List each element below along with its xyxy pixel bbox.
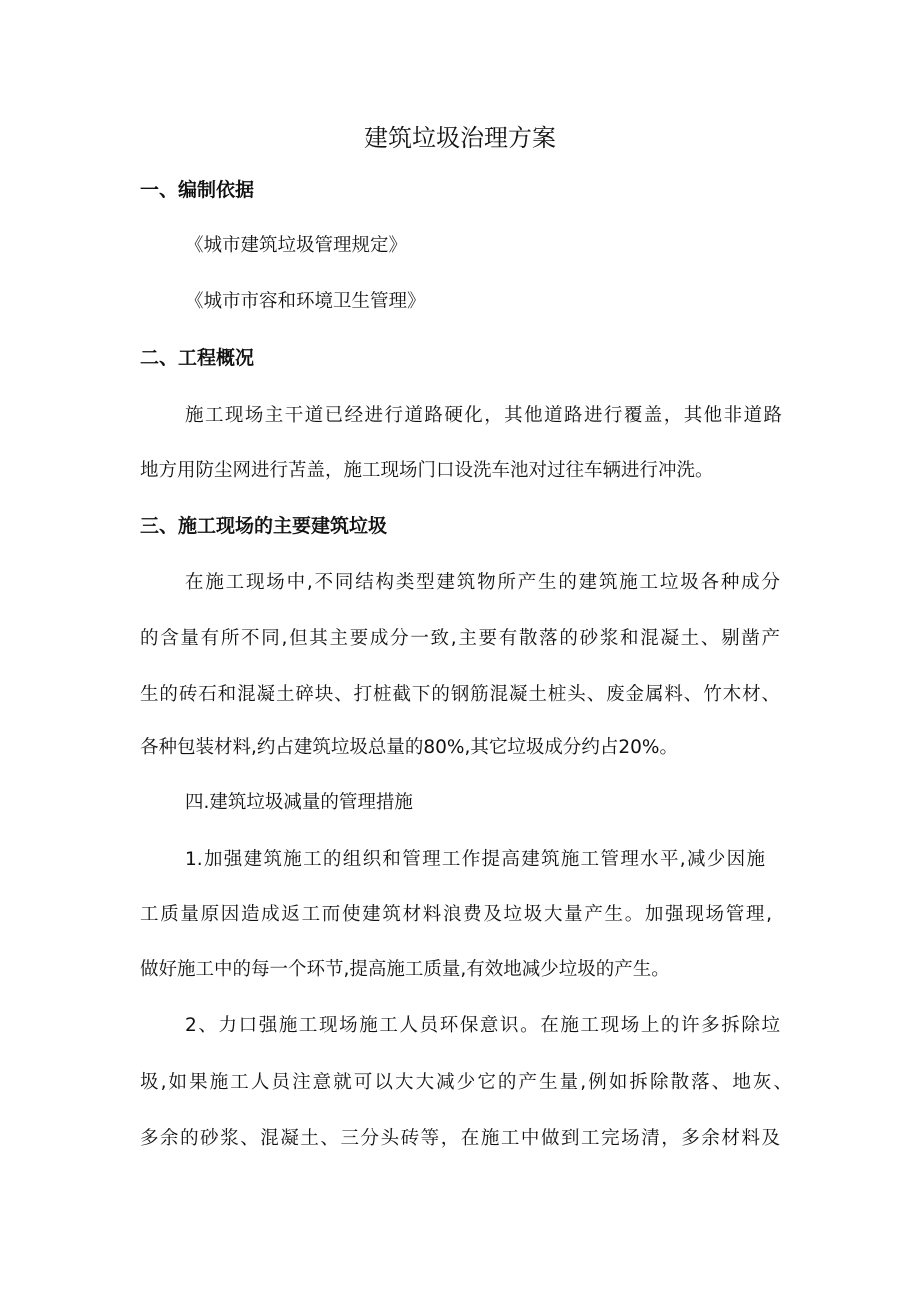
- paragraph-line: 施工现场主干道已经进行道路硬化，其他道路进行覆盖，其他非道路: [185, 405, 782, 426]
- document-title: 建筑垃圾治理方案: [364, 124, 556, 152]
- reference-item: 《城市市容和环境卫生管理》: [185, 291, 426, 312]
- section-heading-basis: 一、编制依据: [140, 179, 255, 201]
- paragraph-line: 各种包装材料,约占建筑垃圾总量的80%,其它垃圾成分约占20%。: [140, 737, 679, 758]
- section-heading-overview: 二、工程概况: [140, 347, 255, 369]
- paragraph-line: 做好施工中的每一个环节,提高施工质量,有效地减少垃圾的产生。: [140, 959, 670, 980]
- paragraph-line: 1.加强建筑施工的组织和管理工作提高建筑施工管理水平,减少因施: [185, 849, 765, 870]
- paragraph-line: 圾,如果施工人员注意就可以大大减少它的产生量,例如拆除散落、地灰、: [140, 1072, 792, 1093]
- paragraph-line: 工质量原因造成返工而使建筑材料浪费及垃圾大量产生。加强现场管理,: [140, 904, 772, 925]
- reference-item: 《城市建筑垃圾管理规定》: [185, 235, 408, 256]
- section-heading-measures: 四.建筑垃圾减量的管理措施: [185, 792, 413, 813]
- paragraph-line: 在施工现场中,不同结构类型建筑物所产生的建筑施工垃圾各种成分: [185, 572, 780, 593]
- paragraph-line: 多余的砂浆、混凝土、三分头砖等，在施工中做到工完场清，多余材料及: [140, 1128, 780, 1149]
- paragraph-line: 的含量有所不同,但其主要成分一致,主要有散落的砂浆和混凝土、剔凿产: [140, 628, 780, 649]
- paragraph-line: 地方用防尘网进行苫盖，施工现场门口设洗车池对过往车辆进行冲洗。: [140, 460, 714, 481]
- paragraph-line: 2、力口强施工现场施工人员环保意识。在施工现场上的许多拆除垃: [185, 1015, 780, 1036]
- section-heading-waste: 三、施工现场的主要建筑垃圾: [140, 515, 388, 537]
- paragraph-line: 生的砖石和混凝土碎块、打桩截下的钢筋混凝土桩头、废金属料、竹木材、: [140, 684, 780, 705]
